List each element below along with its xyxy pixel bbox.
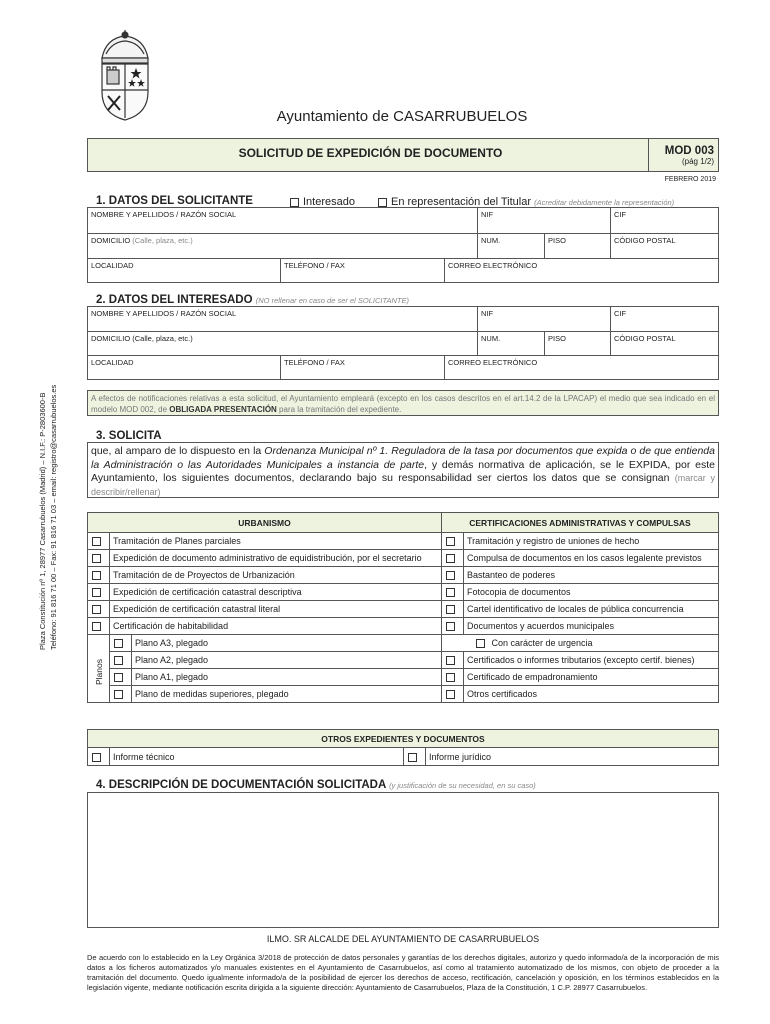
field-telefono[interactable]: TELÉFONO / FAX	[281, 356, 445, 380]
checkbox-cell[interactable]	[441, 618, 463, 635]
sidebar-address-line: Plaza Constitución nº 1, 28977 Casarrubuelos (Madrid) – N.I.F.: P-2803600-B	[38, 392, 47, 650]
field-localidad[interactable]: LOCALIDAD	[88, 356, 281, 380]
field-correo[interactable]: CORREO ELECTRÓNICO	[445, 259, 719, 283]
description-textarea[interactable]	[87, 792, 719, 928]
section1-title: 1. DATOS DEL SOLICITANTE	[96, 195, 253, 207]
urbanismo-header: URBANISMO	[88, 513, 442, 533]
notification-notice: A efectos de notificaciones relativas a esta solicitud, el Ayuntamiento empleará (excepto en los casos descritos en el art.14.2 de la LPACAP) el medio que sea indicado en el modelo MOD 002, de OBLIGADA PRESENTACIÓN para la tramitación del expediente.	[87, 390, 719, 416]
option-interesado[interactable]: Interesado	[290, 196, 355, 208]
checkbox-cell[interactable]	[110, 669, 132, 686]
certificacion-item: Compulsa de documentos en los casos legalente previstos	[463, 550, 718, 567]
certificacion-item: Otros certificados	[463, 686, 718, 703]
planos-item: Plano A2, plegado	[132, 652, 442, 669]
certificacion-item: Tramitación y registro de uniones de hecho	[463, 533, 718, 550]
checkbox-icon[interactable]	[378, 198, 387, 207]
checkbox-icon[interactable]	[92, 554, 101, 563]
field-codigo-postal[interactable]: CÓDIGO POSTAL	[611, 234, 719, 259]
certificacion-item: Documentos y acuerdos municipales	[463, 618, 718, 635]
checkbox-cell[interactable]	[88, 618, 110, 635]
section3-title: 3. SOLICITA	[96, 430, 162, 442]
field-piso[interactable]: PISO	[545, 234, 611, 259]
checkbox-icon[interactable]	[446, 673, 455, 682]
checkbox-cell[interactable]	[88, 550, 110, 567]
otros-table	[87, 729, 719, 766]
checkbox-icon[interactable]	[446, 588, 455, 597]
certificacion-item: Cartel identificativo de locales de pública concurrencia	[463, 601, 718, 618]
checkbox-cell[interactable]	[88, 567, 110, 584]
checkbox-icon[interactable]	[114, 639, 123, 648]
checkbox-icon[interactable]	[290, 198, 299, 207]
certificacion-item: Certificados o informes tributarios (excepto certif. bienes)	[463, 652, 718, 669]
legal-text: De acuerdo con lo establecido en la Ley Orgánica 3/2018 de protección de datos personales y garantías de los derechos digitales, autorizo y quedo informado/a de la incorporación de mis datos a los ficheros automatizados y/o manuales existentes en el Ayuntamiento de Casarrubuelos, así como al tratamiento automatizado de los mismos, con objeto de proceder a la tramitación del documento. Quedo igualmente informado/a de la posibilidad de ejercer los derechos de acceso, rectificación, cancelación y oposición, en los términos establecidos en la legislación vigente, mediante notificación escrita dirigida a la siguiente dirección: Ayuntamiento de Casarrubuelos, Plaza de la Constitución, 1 C.P. 28977 Casarrubuelos.	[87, 953, 719, 992]
checkbox-cell[interactable]	[441, 686, 463, 703]
sidebar-address	[24, 310, 64, 650]
checkbox-cell[interactable]	[441, 533, 463, 550]
certificacion-item: Certificado de empadronamiento	[463, 669, 718, 686]
solicitante-table	[87, 207, 719, 283]
planos-item: Plano de medidas superiores, plegado	[132, 686, 442, 703]
checkbox-icon[interactable]	[446, 690, 455, 699]
checkbox-icon[interactable]	[92, 622, 101, 631]
checkbox-icon[interactable]	[446, 622, 455, 631]
checkbox-cell[interactable]	[441, 652, 463, 669]
mod-cell	[648, 139, 718, 171]
informe-tecnico-label: Informe técnico	[110, 748, 404, 766]
checkbox-cell[interactable]	[88, 601, 110, 618]
checkbox-cell[interactable]	[110, 652, 132, 669]
checkbox-icon[interactable]	[114, 673, 123, 682]
checkbox-icon[interactable]	[92, 537, 101, 546]
informe-juridico-label: Informe jurídico	[426, 748, 719, 766]
field-telefono[interactable]: TELÉFONO / FAX	[281, 259, 445, 283]
certificacion-item: Bastanteo de poderes	[463, 567, 718, 584]
certificaciones-header: CERTIFICACIONES ADMINISTRATIVAS Y COMPULSAS	[441, 513, 718, 533]
field-cif[interactable]: CIF	[611, 208, 719, 234]
checkbox-icon[interactable]	[446, 605, 455, 614]
urbanismo-item: Tramitación de Planes parciales	[110, 533, 442, 550]
checkbox-icon[interactable]	[408, 753, 417, 762]
checkbox-cell[interactable]	[441, 550, 463, 567]
section2-title: 2. DATOS DEL INTERESADO (NO rellenar en caso de ser el SOLICITANTE)	[96, 294, 410, 306]
planos-group	[88, 635, 110, 703]
checkbox-cell[interactable]	[88, 533, 110, 550]
solicita-text: que, al amparo de lo dispuesto en la Ordenanza Municipal nº 1. Reguladora de la tasa por documentos que expida o de que entienda la Administración o las Autoridades Municipales a instancia de parte, y demás normativa de aplicación, se le EXPIDA, por este Ayuntamiento, los siguientes documentos, declarando bajo su responsabilidad ser ciertos los datos que se consignan (marcar y describir/rellenar)	[87, 442, 719, 498]
ayuntamiento-title: Ayuntamiento de CASARRUBUELOS	[276, 108, 528, 125]
urgencia-label: Con carácter de urgencia	[491, 637, 593, 648]
checkbox-icon[interactable]	[446, 571, 455, 580]
field-domicilio[interactable]: DOMICILIO (Calle, plaza, etc.)	[88, 234, 478, 259]
sidebar-contact-line: Teléfono: 91 816 71 00 – Fax: 91 816 71 03 – email: registro@casarrubuelos.es	[49, 384, 58, 650]
checkbox-cell[interactable]	[441, 567, 463, 584]
section4-title: 4. DESCRIPCIÓN DE DOCUMENTACIÓN SOLICITADA (y justificación de su necesidad, en su caso)	[96, 779, 536, 791]
field-cif[interactable]: CIF	[611, 307, 719, 332]
checkbox-cell[interactable]	[441, 584, 463, 601]
checkbox-cell[interactable]	[110, 686, 132, 703]
field-domicilio[interactable]: DOMICILIO (Calle, plaza, etc.)	[88, 332, 478, 356]
field-nif[interactable]: NIF	[478, 307, 611, 332]
checkbox-icon[interactable]	[114, 690, 123, 699]
mod-code: MOD 003	[664, 145, 714, 157]
planos-item: Plano A1, plegado	[132, 669, 442, 686]
field-nif[interactable]: NIF	[478, 208, 611, 234]
option-representacion[interactable]: En representación del Titular (Acreditar debidamente la representación)	[378, 196, 674, 208]
checkbox-informe-juridico[interactable]	[404, 748, 426, 766]
certificacion-item: Fotocopia de documentos	[463, 584, 718, 601]
field-piso[interactable]: PISO	[545, 332, 611, 356]
planos-label: Planos	[94, 659, 104, 685]
checkbox-icon[interactable]	[114, 656, 123, 665]
form-date: FEBRERO 2019	[664, 176, 716, 183]
form-title: SOLICITUD DE EXPEDICIÓN DE DOCUMENTO	[238, 146, 503, 160]
documents-table	[87, 512, 719, 703]
checkbox-icon[interactable]	[446, 656, 455, 665]
checkbox-icon[interactable]	[446, 537, 455, 546]
urbanismo-item: Tramitación de de Proyectos de Urbanización	[110, 567, 442, 584]
urbanismo-item: Certificación de habitabilidad	[110, 618, 442, 635]
checkbox-icon[interactable]	[92, 605, 101, 614]
form-header	[87, 138, 719, 172]
checkbox-icon[interactable]	[92, 571, 101, 580]
page-number: (pág 1/2)	[681, 157, 714, 166]
planos-item: Plano A3, plegado	[132, 635, 442, 652]
checkbox-icon[interactable]	[92, 588, 101, 597]
alcalde-line: ILMO. SR ALCALDE DEL AYUNTAMIENTO DE CASARRUBUELOS	[266, 934, 540, 944]
field-nombre[interactable]: NOMBRE Y APELLIDOS / RAZÓN SOCIAL	[88, 208, 478, 234]
field-localidad[interactable]: LOCALIDAD	[88, 259, 281, 283]
checkbox-cell[interactable]	[441, 669, 463, 686]
otros-header: OTROS EXPEDIENTES Y DOCUMENTOS	[88, 730, 719, 748]
field-nombre[interactable]: NOMBRE Y APELLIDOS / RAZÓN SOCIAL	[88, 307, 478, 332]
checkbox-icon[interactable]	[92, 753, 101, 762]
checkbox-icon[interactable]	[446, 554, 455, 563]
urbanismo-item: Expedición de documento administrativo de equidistribución, por el secretario	[110, 550, 442, 567]
checkbox-cell[interactable]	[88, 584, 110, 601]
checkbox-cell[interactable]	[441, 601, 463, 618]
field-correo[interactable]: CORREO ELECTRÓNICO	[445, 356, 719, 380]
urbanismo-item: Expedición de certificación catastral literal	[110, 601, 442, 618]
field-codigo-postal[interactable]: CÓDIGO POSTAL	[611, 332, 719, 356]
certificacion-item	[441, 635, 718, 652]
checkbox-icon[interactable]	[476, 639, 485, 648]
field-num[interactable]: NUM.	[478, 234, 545, 259]
checkbox-cell[interactable]	[110, 635, 132, 652]
urbanismo-item: Expedición de certificación catastral descriptiva	[110, 584, 442, 601]
checkbox-informe-tecnico[interactable]	[88, 748, 110, 766]
interesado-table	[87, 306, 719, 380]
field-num[interactable]: NUM.	[478, 332, 545, 356]
